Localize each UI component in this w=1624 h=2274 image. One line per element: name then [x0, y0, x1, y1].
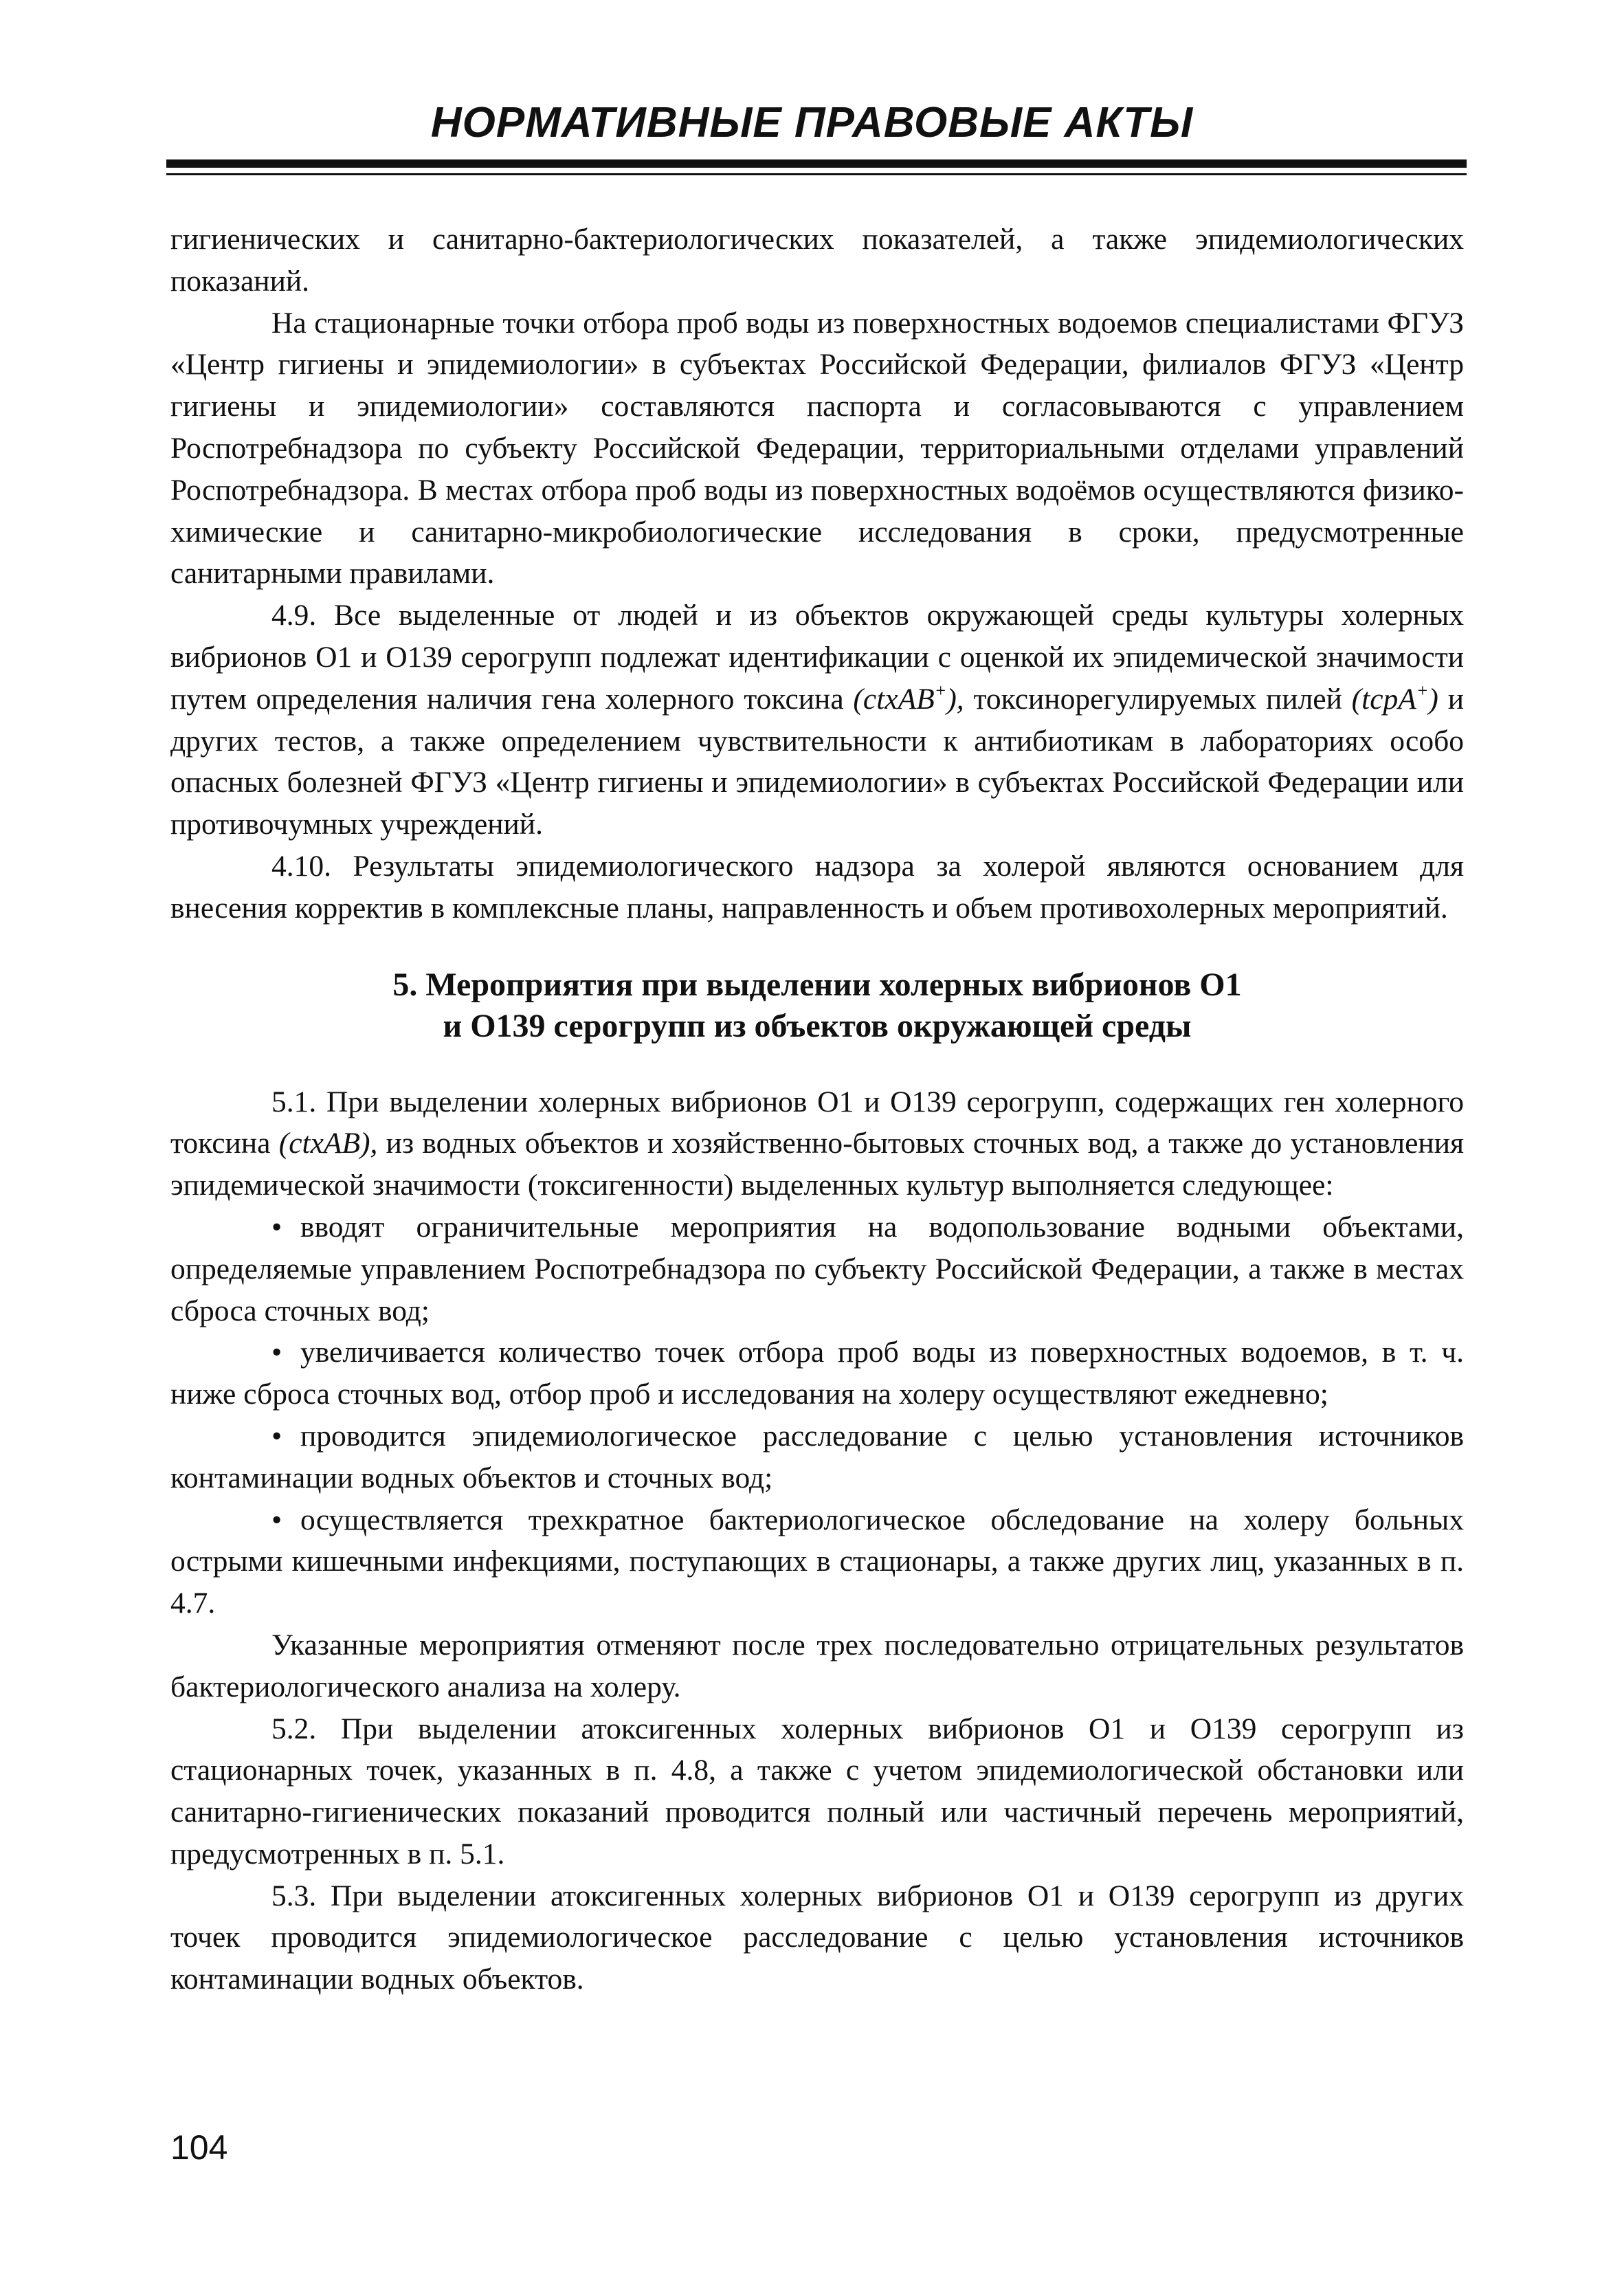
- list-item-text: осуществляется трехкратное бактериологическое обследование на холеру больных острыми кишечными инфекциями, поступающих в стационары, а также других лиц, указанных в п. 4.7.: [170, 1503, 1464, 1620]
- paragraph-5-1: [170, 1081, 1464, 1206]
- bullet-icon: •: [271, 1419, 282, 1453]
- bullet-icon: •: [271, 1210, 282, 1244]
- paragraph-5-1-text-1: 5.1. При выделении холерных вибрионов О1 и О139 серогрупп, содержащих ген холерного токсина: [170, 1085, 1464, 1160]
- paragraph-continuation: гигиенических и санитарно-бактериологических показателей, а также эпидемиологических показаний.: [170, 223, 1464, 298]
- paragraph-5-1-text-2: из водных объектов и хозяйственно-бытовых сточных вод, а также до установления эпидемической значимости (токсигенности) выделенных культур выполняется следующее:: [170, 1127, 1464, 1202]
- header-rule-thin: [166, 173, 1467, 175]
- gene-tcpa-superscript: +: [1416, 680, 1429, 700]
- page-number: 104: [170, 2128, 228, 2167]
- paragraph-4-9-text-2: токсинорегулируемых пилей: [964, 682, 1352, 716]
- gene-ctxab: (ctxAB+),: [853, 680, 964, 716]
- list-item: [170, 1206, 1464, 1332]
- bullet-icon: •: [271, 1336, 282, 1369]
- paragraph-4-9-text-1: 4.9. Все выделенные от людей и из объектов окружающей среды культуры холерных вибрионов О1 и О139 серогрупп подлежат идентификации с оценкой их эпидемической значимости путем определения наличия гена холерного токсина: [170, 599, 1464, 716]
- list-item-text: проводится эпидемиологическое расследование с целью установления источников контаминации водных объектов и сточных вод;: [170, 1419, 1464, 1494]
- list-item-text: вводят ограничительные мероприятия на водопользование водными объектами, определяемые управлением Роспотребнадзора по субъекту Российской Федерации, а также в местах сброса сточных вод;: [170, 1210, 1464, 1327]
- paragraph-4-9-text-3: и других тестов, а также определением чувствительности к антибиотикам в лабораториях особо опасных болезней ФГУЗ «Центр гигиены и эпидемиологии» в субъектах Российской Федерации или противочумных учреждений.: [170, 682, 1464, 841]
- gene-ctxab-superscript: +: [934, 680, 947, 700]
- gene-ctxab-5-1: (ctxAB),: [278, 1127, 378, 1160]
- section-5-heading-line-2: и О139 серогрупп из объектов окружающей среды: [443, 1007, 1192, 1044]
- header-rule-thick: [166, 159, 1467, 168]
- section-5-heading: [170, 964, 1464, 1047]
- list-item-text: увеличивается количество точек отбора проб воды из поверхностных водоемов, в т. ч. ниже сброса сточных вод, отбор проб и исследования на холеру осуществляют ежедневно;: [170, 1336, 1464, 1411]
- paragraph-sampling-points: На стационарные точки отбора проб воды из поверхностных водоемов специалистами ФГУЗ «Центр гигиены и эпидемиологии» в субъектах Российской Федерации, филиалов ФГУЗ «Центр гигиены и эпидемиологии» составляются паспорта и согласовываются с управлением Роспотребнадзора по субъекту Российской Федерации, территориальными отделами управлений Роспотребнадзора. В местах отбора проб воды из поверхностных водоёмов осуществляются физико-химические и санитарно-микробиологические исследования в сроки, предусмотренные санитарными правилами.: [170, 306, 1464, 590]
- gene-tcpa: (tcpA+): [1351, 680, 1438, 716]
- page-content: [170, 219, 1464, 2000]
- list-item: [170, 1415, 1464, 1499]
- paragraph-measures-cancelled: Указанные мероприятия отменяют после трех последовательно отрицательных результатов бактериологического анализа на холеру.: [170, 1628, 1464, 1703]
- paragraph-5-2: 5.2. При выделении атоксигенных холерных вибрионов О1 и О139 серогрупп из стационарных точек, указанных в п. 4.8, а также с учетом эпидемиологической обстановки или санитарно-гигиенических показаний проводится полный или частичный перечень мероприятий, предусмотренных в п. 5.1.: [170, 1712, 1464, 1870]
- paragraph-5-3: 5.3. При выделении атоксигенных холерных вибрионов О1 и О139 серогрупп из других точек проводится эпидемиологическое расследование с целью установления источников контаминации водных объектов.: [170, 1879, 1464, 1996]
- running-header-title: НОРМАТИВНЫЕ ПРАВОВЫЕ АКТЫ: [430, 99, 1194, 146]
- list-item: [170, 1332, 1464, 1415]
- section-5-heading-line-1: 5. Мероприятия при выделении холерных вибрионов О1: [392, 966, 1242, 1003]
- list-item: [170, 1499, 1464, 1624]
- bullet-icon: •: [271, 1503, 282, 1536]
- paragraph-4-10: 4.10. Результаты эпидемиологического надзора за холерой являются основанием для внесения корректив в комплексные планы, направленность и объем противохолерных мероприятий.: [170, 849, 1464, 925]
- paragraph-4-9: [170, 595, 1464, 846]
